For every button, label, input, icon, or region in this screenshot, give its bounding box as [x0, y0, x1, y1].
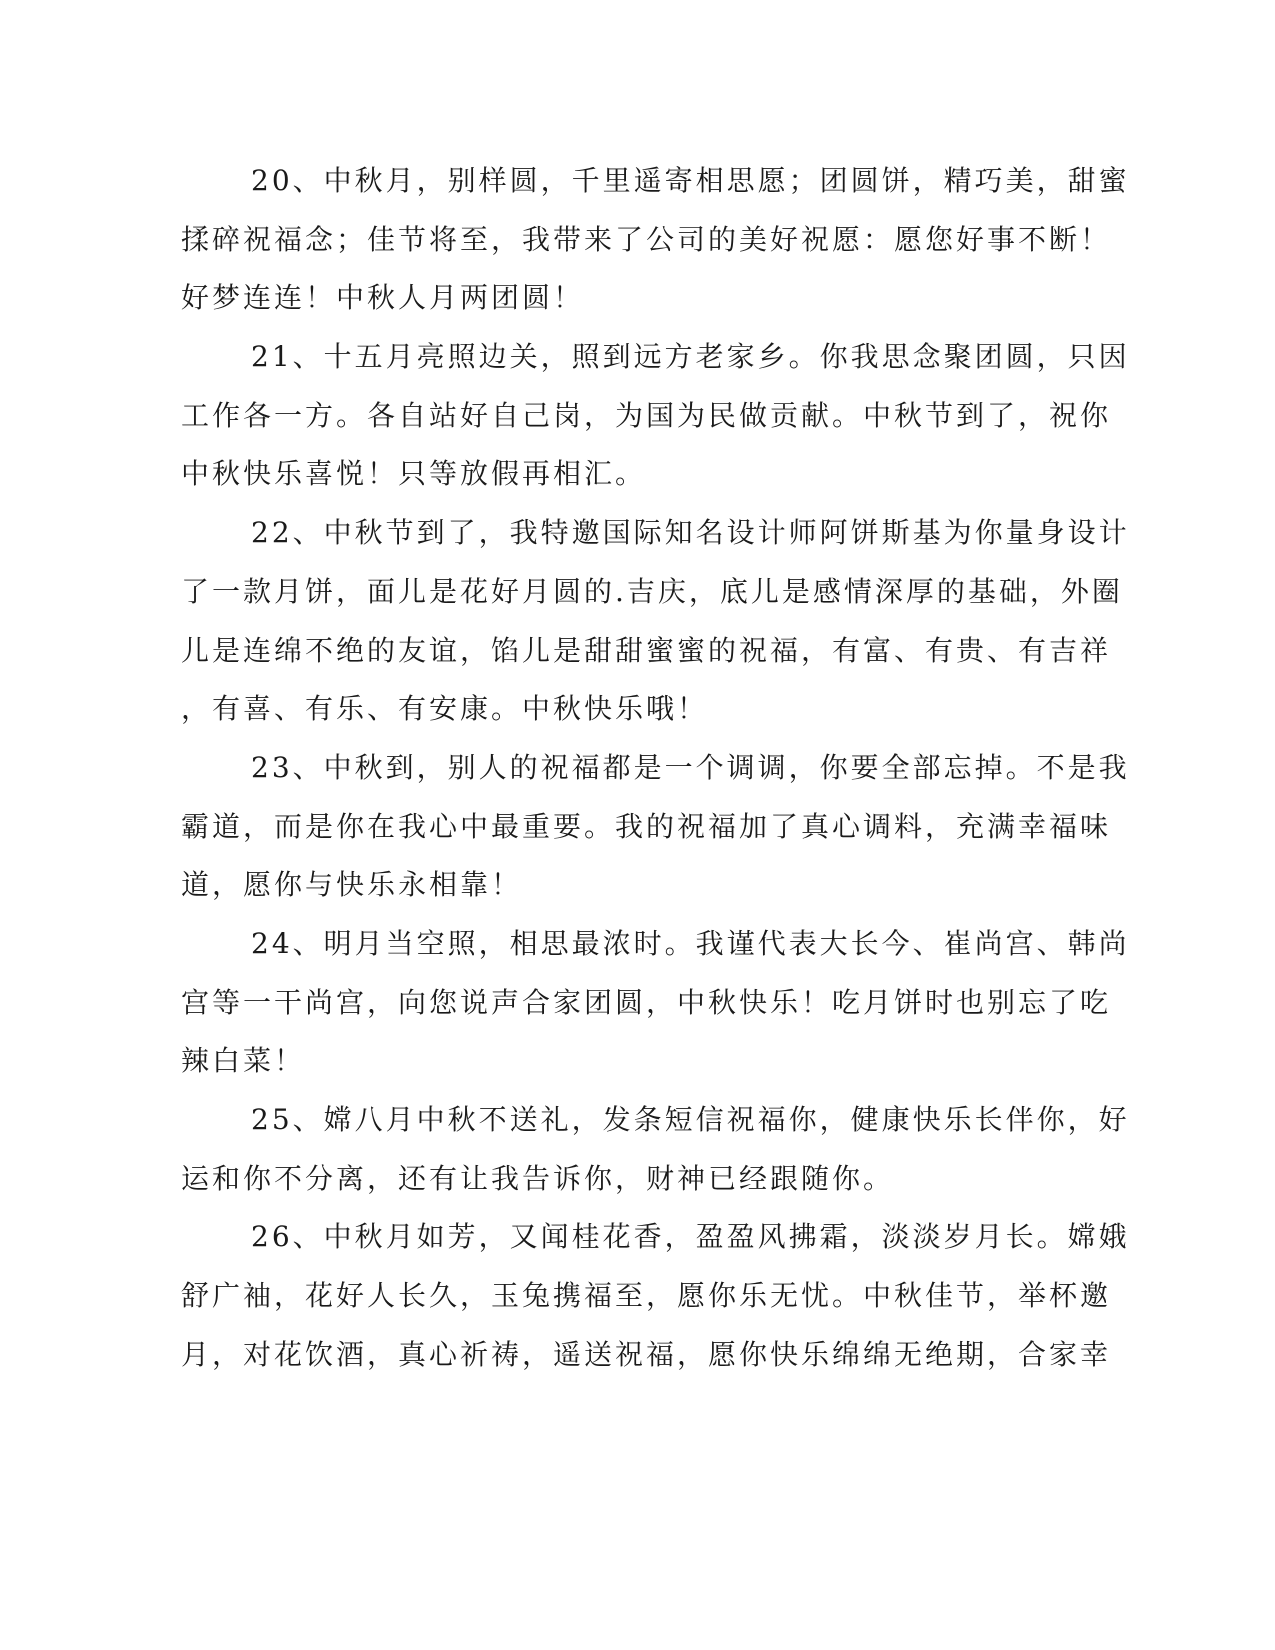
text-line: 霸道，而是你在我心中最重要。我的祝福加了真心调料，充满幸福味 [181, 809, 1112, 843]
text-line: 辣白菜！ [181, 1044, 306, 1078]
text-line: 20、中秋月，别样圆，千里遥寄相思愿；团圆饼，精巧美，甜蜜 [251, 164, 1130, 197]
document-body [181, 152, 1130, 1384]
paragraph [181, 739, 1130, 915]
text-line: 25、嫦八月中秋不送礼，发条短信祝福你，健康快乐长伴你，好 [251, 1103, 1130, 1136]
text-line: 揉碎祝福念；佳节将至，我带来了公司的美好祝愿：愿您好事不断！ [181, 222, 1112, 256]
text-line: ，有喜、有乐、有安康。中秋快乐哦！ [181, 692, 709, 726]
text-line: 23、中秋到，别人的祝福都是一个调调，你要全部忘掉。不是我 [251, 750, 1130, 784]
paragraph [181, 328, 1130, 504]
paragraph [181, 152, 1130, 328]
text-line: 22、中秋节到了，我特邀国际知名设计师阿饼斯基为你量身设计 [251, 516, 1130, 550]
text-line: 工作各一方。各自站好自己岗，为国为民做贡献。中秋节到了，祝你 [181, 398, 1112, 432]
text-line: 24、明月当空照，相思最浓时。我谨代表大长今、崔尚宫、韩尚 [251, 926, 1130, 960]
text-line: 21、十五月亮照边关，照到远方老家乡。你我思念聚团圆，只因 [251, 340, 1130, 374]
text-line: 儿是连绵不绝的友谊，馅儿是甜甜蜜蜜的祝福，有富、有贵、有吉祥 [181, 633, 1112, 667]
text-line: 道，愿你与快乐永相靠！ [181, 868, 523, 902]
paragraph [181, 504, 1130, 739]
paragraph [181, 1208, 1130, 1384]
text-line: 了一款月饼，面儿是花好月圆的.吉庆，底儿是感情深厚的基础，外圈 [181, 574, 1123, 608]
text-line: 26、中秋月如芳，又闻桂花香，盈盈风拂霜，淡淡岁月长。嫦娥 [251, 1220, 1130, 1254]
text-line: 中秋快乐喜悦！只等放假再相汇。 [181, 457, 647, 491]
text-line: 好梦连连！中秋人月两团圆！ [181, 281, 585, 315]
paragraph [181, 1091, 1130, 1208]
text-line: 月，对花饮酒，真心祈祷，遥送祝福，愿你快乐绵绵无绝期，合家幸 [181, 1337, 1112, 1371]
text-line: 舒广袖，花好人长久，玉兔携福至，愿你乐无忧。中秋佳节，举杯邀 [181, 1279, 1112, 1313]
text-line: 宫等一干尚宫，向您说声合家团圆，中秋快乐！吃月饼时也别忘了吃 [181, 985, 1112, 1019]
text-line: 运和你不分离，还有让我告诉你，财神已经跟随你。 [181, 1161, 895, 1195]
paragraph [181, 915, 1130, 1091]
